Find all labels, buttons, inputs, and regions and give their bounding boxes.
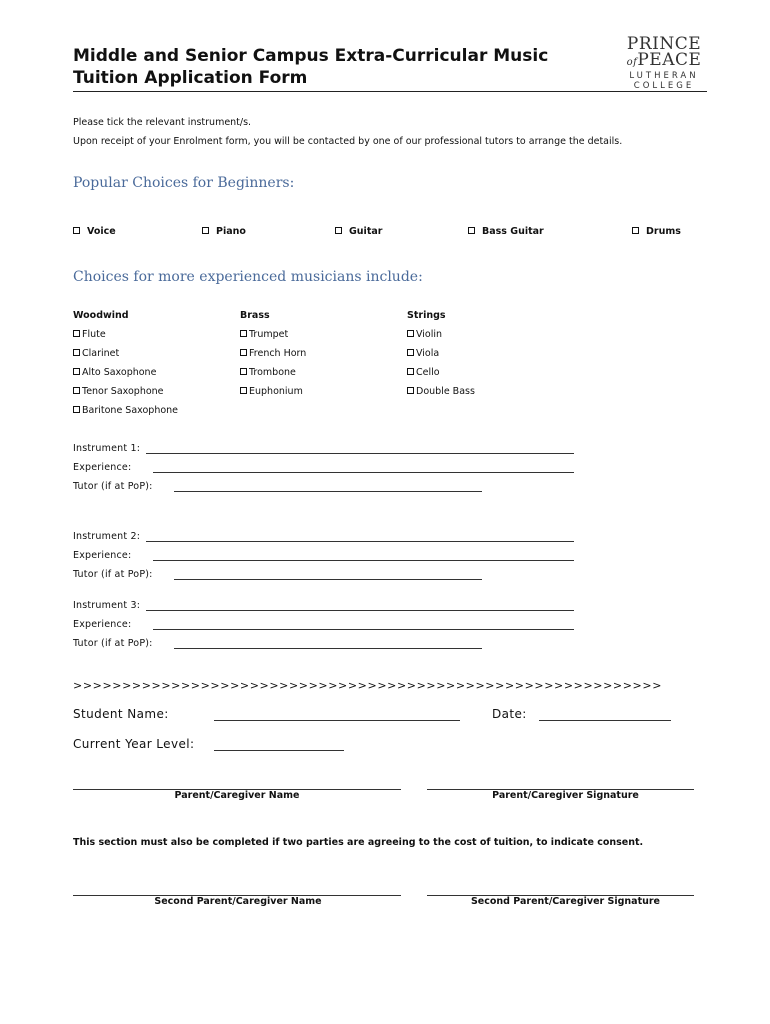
- intro-line1: Please tick the relevant instrument/s.: [73, 117, 252, 128]
- checkbox-tenor-saxophone[interactable]: [73, 386, 164, 397]
- checkbox-icon[interactable]: [73, 368, 80, 375]
- experience-3-field[interactable]: [153, 629, 574, 630]
- logo-peace: PEACE: [637, 50, 702, 70]
- woodwind-heading: Woodwind: [73, 310, 129, 321]
- experience-1-label: Experience:: [73, 462, 132, 473]
- tutor-2-field[interactable]: [174, 579, 482, 580]
- checkbox-trumpet[interactable]: [240, 329, 288, 340]
- checkbox-label: Trombone: [249, 367, 296, 378]
- logo-line4: COLLEGE: [633, 81, 695, 91]
- checkbox-cello[interactable]: [407, 367, 440, 378]
- header-rule: [73, 91, 707, 92]
- checkbox-label: Cello: [416, 367, 440, 378]
- year-level-label: Current Year Level:: [73, 737, 195, 751]
- strings-heading: Strings: [407, 310, 446, 321]
- checkbox-icon[interactable]: [202, 227, 209, 234]
- instrument-2-label: Instrument 2:: [73, 531, 141, 542]
- logo-line3: LUTHERAN: [629, 71, 699, 81]
- checkbox-label: French Horn: [249, 348, 307, 359]
- checkbox-label: Bass Guitar: [482, 226, 544, 237]
- logo-line2: [620, 52, 708, 71]
- form-title: [73, 45, 548, 89]
- tutor-1-field[interactable]: [174, 491, 482, 492]
- experienced-heading: Choices for more experienced musicians include:: [73, 269, 423, 285]
- form-title-line2: Tuition Application Form: [73, 68, 308, 88]
- checkbox-label: Baritone Saxophone: [82, 405, 179, 416]
- experience-3-label: Experience:: [73, 619, 132, 630]
- checkbox-icon[interactable]: [407, 387, 414, 394]
- checkbox-french-horn[interactable]: [240, 348, 306, 359]
- beginners-heading: Popular Choices for Beginners:: [73, 175, 295, 191]
- brass-heading: Brass: [240, 310, 270, 321]
- checkbox-label: Euphonium: [249, 386, 303, 397]
- checkbox-label: Trumpet: [249, 329, 289, 340]
- tutor-3-field[interactable]: [174, 648, 482, 649]
- experience-2-label: Experience:: [73, 550, 132, 561]
- checkbox-euphonium[interactable]: [240, 386, 303, 397]
- student-name-field[interactable]: [214, 720, 460, 721]
- checkbox-violin[interactable]: [407, 329, 442, 340]
- checkbox-icon[interactable]: [240, 368, 247, 375]
- checkbox-flute[interactable]: [73, 329, 106, 340]
- checkbox-drums[interactable]: [632, 226, 681, 237]
- logo-of: of: [626, 57, 638, 68]
- checkbox-label: Tenor Saxophone: [82, 386, 164, 397]
- checkbox-icon[interactable]: [73, 349, 80, 356]
- checkbox-icon[interactable]: [73, 406, 80, 413]
- section-divider: >>>>>>>>>>>>>>>>>>>>>>>>>>>>>>>>>>>>>>>>>>>>>>>>>>>>>>>>>>>>: [73, 679, 663, 692]
- checkbox-icon[interactable]: [240, 387, 247, 394]
- checkbox-trombone[interactable]: [240, 367, 296, 378]
- checkbox-label: Piano: [216, 226, 246, 237]
- checkbox-piano[interactable]: [202, 226, 246, 237]
- checkbox-label: Flute: [82, 329, 106, 340]
- year-level-field[interactable]: [214, 750, 344, 751]
- checkbox-guitar[interactable]: [335, 226, 382, 237]
- checkbox-label: Voice: [87, 226, 116, 237]
- checkbox-label: Double Bass: [416, 386, 475, 397]
- logo-line1: PRINCE: [626, 34, 702, 54]
- tutor-3-label: Tutor (if at PoP):: [73, 638, 153, 649]
- date-label: Date:: [492, 707, 527, 721]
- checkbox-icon[interactable]: [73, 330, 80, 337]
- checkbox-icon[interactable]: [335, 227, 342, 234]
- checkbox-clarinet[interactable]: [73, 348, 119, 359]
- intro-line2: Upon receipt of your Enrolment form, you will be contacted by one of our professional tutors to arrange the details.: [73, 136, 623, 147]
- checkbox-icon[interactable]: [407, 349, 414, 356]
- college-logo: [620, 36, 708, 91]
- checkbox-icon[interactable]: [73, 387, 80, 394]
- instrument-3-label: Instrument 3:: [73, 600, 141, 611]
- checkbox-label: Violin: [416, 329, 443, 340]
- checkbox-baritone-saxophone[interactable]: [73, 405, 178, 416]
- checkbox-icon[interactable]: [632, 227, 639, 234]
- student-name-label: Student Name:: [73, 707, 169, 721]
- second-parent-signature-caption: Second Parent/Caregiver Signature: [470, 896, 661, 907]
- checkbox-icon[interactable]: [73, 227, 80, 234]
- experience-2-field[interactable]: [153, 560, 574, 561]
- checkbox-alto-saxophone[interactable]: [73, 367, 156, 378]
- checkbox-label: Drums: [646, 226, 681, 237]
- checkbox-icon[interactable]: [240, 330, 247, 337]
- checkbox-voice[interactable]: [73, 226, 116, 237]
- checkbox-label: Clarinet: [82, 348, 120, 359]
- experience-1-field[interactable]: [153, 472, 574, 473]
- checkbox-icon[interactable]: [468, 227, 475, 234]
- consent-note: This section must also be completed if two parties are agreeing to the cost of tuition, to indicate consent.: [73, 837, 644, 848]
- instrument-1-label: Instrument 1:: [73, 443, 141, 454]
- instrument-1-field[interactable]: [146, 453, 574, 454]
- parent-name-caption: Parent/Caregiver Name: [174, 790, 300, 801]
- checkbox-label: Guitar: [349, 226, 383, 237]
- instrument-3-field[interactable]: [146, 610, 574, 611]
- checkbox-bass-guitar[interactable]: [468, 226, 544, 237]
- form-title-line1: Middle and Senior Campus Extra-Curricular Music: [73, 46, 549, 66]
- checkbox-viola[interactable]: [407, 348, 439, 359]
- tutor-1-label: Tutor (if at PoP):: [73, 481, 153, 492]
- tutor-2-label: Tutor (if at PoP):: [73, 569, 153, 580]
- checkbox-icon[interactable]: [407, 330, 414, 337]
- checkbox-label: Alto Saxophone: [82, 367, 157, 378]
- second-parent-name-caption: Second Parent/Caregiver Name: [154, 896, 322, 907]
- parent-signature-caption: Parent/Caregiver Signature: [492, 790, 639, 801]
- checkbox-icon[interactable]: [240, 349, 247, 356]
- instrument-2-field[interactable]: [146, 541, 574, 542]
- date-field[interactable]: [539, 720, 671, 721]
- checkbox-icon[interactable]: [407, 368, 414, 375]
- checkbox-label: Viola: [416, 348, 440, 359]
- checkbox-double-bass[interactable]: [407, 386, 475, 397]
